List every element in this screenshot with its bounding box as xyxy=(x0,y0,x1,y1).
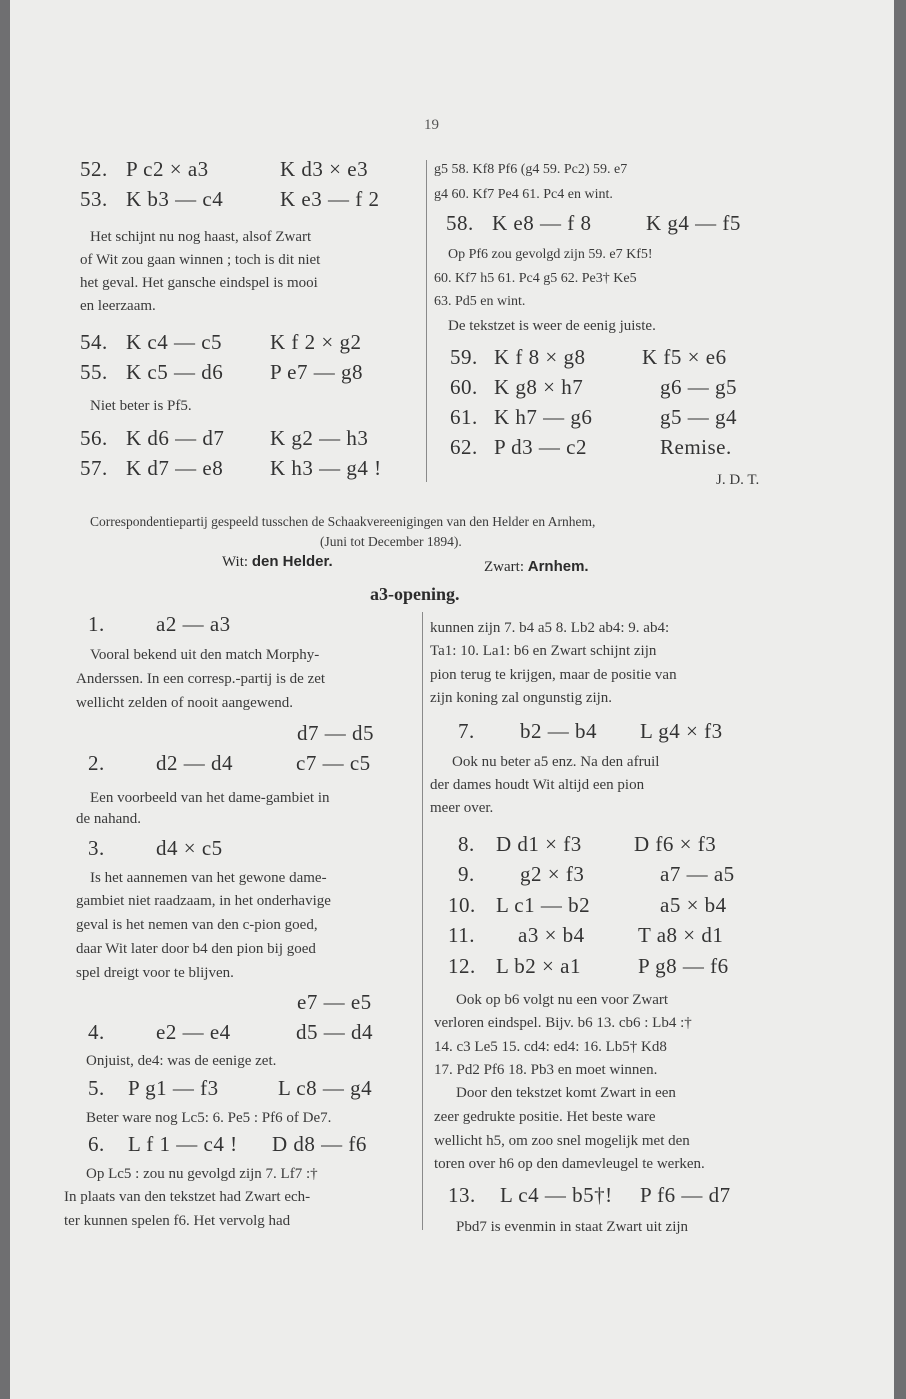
move-black-3: e7 — e5 xyxy=(297,990,372,1014)
note-text: Een voorbeeld van het dame-gambiet in xyxy=(90,790,330,806)
note-text: Ook op b6 volgt nu een voor Zwart xyxy=(456,992,669,1008)
note-text: Pbd7 is evenmin in staat Zwart uit zijn xyxy=(456,1219,689,1235)
note-text: het geval. Het gansche eindspel is mooi xyxy=(80,275,318,291)
note-text: In plaats van den tekstzet had Zwart ech- xyxy=(64,1189,311,1205)
move-line-2: 2. d2 — d4 c7 — c5 xyxy=(88,751,371,775)
note-text: meer over. xyxy=(430,800,494,816)
move-line-59: 59. K f 8 × g8 K f5 × e6 xyxy=(450,345,727,369)
note-text: pion terug te krijgen, maar de positie van xyxy=(430,667,677,683)
column-divider xyxy=(426,160,427,482)
note-text: 14. c3 Le5 15. cd4: ed4: 16. Lb5† Kd8 xyxy=(434,1039,667,1055)
move-line-58: 58. K e8 — f 8 K g4 — f5 xyxy=(446,211,741,235)
move-line-60: 60. K g8 × h7 g6 — g5 xyxy=(450,375,737,399)
note-text: g4 60. Kf7 Pe4 61. Pc4 en wint. xyxy=(434,187,613,202)
note-text: gambiet niet raadzaam, in het onderhavige xyxy=(76,893,331,909)
move-line-57: 57. K d7 — e8 K h3 — g4 ! xyxy=(80,456,382,480)
note-text: Is het aannemen van het gewone dame- xyxy=(90,870,327,886)
move-line-4: 4. e2 — e4 d5 — d4 xyxy=(88,1020,373,1044)
note-text: Ta1: 10. La1: b6 en Zwart schijnt zijn xyxy=(430,643,657,659)
note-text: spel dreigt voor te blijven. xyxy=(76,965,234,981)
note-text: Door den tekstzet komt Zwart in een xyxy=(456,1085,676,1101)
move-line-12: 12. L b2 × a1 P g8 — f6 xyxy=(448,954,729,978)
move-line-56: 56. K d6 — d7 K g2 — h3 xyxy=(80,426,369,450)
note-text: geval is het nemen van den c-pion goed, xyxy=(76,917,318,933)
move-line-5: 5. P g1 — f3 L c8 — g4 xyxy=(88,1076,373,1100)
note-text: toren over h6 op den damevleugel te werken. xyxy=(434,1156,705,1172)
note-text: wellicht h5, om zoo snel mogelijk met den xyxy=(434,1133,690,1149)
move-line-55: 55. K c5 — d6 P e7 — g8 xyxy=(80,360,363,384)
move-line-3: 3. d4 × c5 xyxy=(88,836,223,860)
move-line-52: 52. P c2 × a3 K d3 × e3 xyxy=(80,157,369,181)
note-text: der dames houdt Wit altijd een pion xyxy=(430,777,645,793)
note-text: g5 58. Kf8 Pf6 (g4 59. Pc2) 59. e7 xyxy=(434,162,628,177)
note-text: Ook nu beter a5 enz. Na den afruil xyxy=(452,754,660,770)
note-text: Onjuist, de4: was de eenige zet. xyxy=(86,1053,277,1069)
move-line-53: 53. K b3 — c4 K e3 — f 2 xyxy=(80,187,380,211)
note-text: Beter ware nog Lc5: 6. Pe5 : Pf6 of De7. xyxy=(86,1110,332,1126)
move-line-9: 9. g2 × f3 a7 — a5 xyxy=(458,862,735,886)
note-text: zeer gedrukte positie. Het beste ware xyxy=(434,1109,656,1125)
note-text: Vooral bekend uit den match Morphy- xyxy=(90,647,320,663)
note-text: en leerzaam. xyxy=(80,298,156,314)
move-black-1: d7 — d5 xyxy=(297,721,374,745)
move-line-1: 1. a2 — a3 xyxy=(88,612,231,636)
note-text: Anderssen. In een corresp.-partij is de zet xyxy=(76,671,326,687)
move-line-61: 61. K h7 — g6 g5 — g4 xyxy=(450,405,737,429)
note-text: ter kunnen spelen f6. Het vervolg had xyxy=(64,1213,291,1229)
move-line-11: 11. a3 × b4 T a8 × d1 xyxy=(448,923,724,947)
note-text: 17. Pd2 Pf6 18. Pb3 en moet winnen. xyxy=(434,1062,658,1078)
move-line-7: 7. b2 — b4 L g4 × f3 xyxy=(458,719,723,743)
game-header: Correspondentiepartij gespeeld tusschen de Schaakvereenigingen van den Helder en Arnhem, xyxy=(90,514,596,529)
note-text: verloren eindspel. Bijv. b6 13. cb6 : Lb4 :† xyxy=(434,1015,692,1031)
note-text: Op Lc5 : zou nu gevolgd zijn 7. Lf7 :† xyxy=(86,1166,318,1182)
column-divider xyxy=(422,612,423,1230)
note-text: De tekstzet is weer de eenig juiste. xyxy=(448,318,656,334)
note-text: zijn koning zal ongunstig zijn. xyxy=(430,690,613,706)
note-text: daar Wit later door b4 den pion bij goed xyxy=(76,941,316,957)
move-line-8: 8. D d1 × f3 D f6 × f3 xyxy=(458,832,717,856)
signature: J. D. T. xyxy=(716,472,760,488)
note-text: de nahand. xyxy=(76,811,141,827)
move-line-54: 54. K c4 — c5 K f 2 × g2 xyxy=(80,330,362,354)
note-text: 60. Kf7 h5 61. Pc4 g5 62. Pe3† Ke5 xyxy=(434,271,637,286)
black-player: Zwart: Arnhem. xyxy=(484,558,589,575)
move-line-13: 13. L c4 — b5†! P f6 — d7 xyxy=(448,1183,731,1207)
page-number: 19 xyxy=(424,117,439,133)
note-text: wellicht zelden of nooit aangewend. xyxy=(76,695,294,711)
note-text: Het schijnt nu nog haast, alsof Zwart xyxy=(90,229,312,245)
note-text: 63. Pd5 en wint. xyxy=(434,294,526,309)
note-text: kunnen zijn 7. b4 a5 8. Lb2 ab4: 9. ab4: xyxy=(430,620,670,636)
white-player: Wit: den Helder. xyxy=(222,553,333,570)
game-dates: (Juni tot December 1894). xyxy=(320,534,462,549)
move-line-62: 62. P d3 — c2 Remise. xyxy=(450,435,732,459)
opening-title: a3-opening. xyxy=(370,584,460,604)
move-line-10: 10. L c1 — b2 a5 × b4 xyxy=(448,893,727,917)
page xyxy=(10,0,894,1399)
note-text: Niet beter is Pf5. xyxy=(90,398,192,414)
note-text: Op Pf6 zou gevolgd zijn 59. e7 Kf5! xyxy=(448,247,653,262)
note-text: of Wit zou gaan winnen ; toch is dit niet xyxy=(80,252,321,268)
move-line-6: 6. L f 1 — c4 ! D d8 — f6 xyxy=(88,1132,367,1156)
